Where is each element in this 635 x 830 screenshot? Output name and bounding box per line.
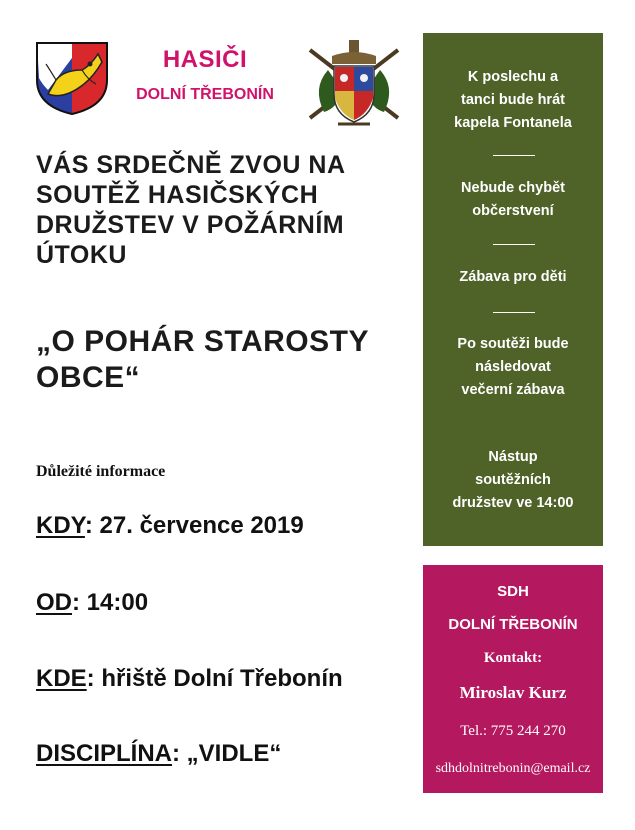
contact-label: Kontakt: [483,650,543,666]
divider [493,312,535,313]
competition-name [36,324,416,396]
program-block [423,177,603,223]
header-title: HASIČI [162,46,248,73]
program-line: Nástup [488,449,538,465]
program-line: Nebude chybět [461,180,565,196]
program-line: K poslechu a [467,69,559,85]
detail-discipline [36,740,281,768]
divider [493,244,535,245]
invite-line: ÚTOKU [36,241,127,269]
program-panel [423,33,603,546]
contact-name: Miroslav Kurz [459,683,567,702]
program-line: tanci bude hrát [461,92,565,108]
detail-where [36,665,343,693]
detail-key: DISCIPLÍNA [36,740,173,767]
detail-value: : 27. července 2019 [84,512,304,539]
invite-line: DRUŽSTEV V POŽÁRNÍM [36,211,345,239]
invitation-text [36,150,406,270]
detail-from [36,589,148,617]
firefighters-emblem-icon [302,38,406,128]
header-subtitle: DOLNÍ TŘEBONÍN [136,86,274,103]
info-heading: Důležité informace [36,463,166,480]
detail-when [36,512,304,540]
program-line: Zábava pro děti [459,269,567,285]
detail-key: KDE [36,665,87,692]
contact-email[interactable]: sdhdolnitrebonin@email.cz [435,761,591,776]
org-line: SDH [497,583,529,600]
detail-value: : „VIDLE“ [172,740,282,767]
cup-line: OBCE“ [36,361,141,394]
program-line: večerní zábava [461,382,565,398]
detail-key: OD [36,589,72,616]
program-block [423,333,603,402]
municipal-coat-of-arms-icon [34,40,110,116]
invite-line: SOUTĚŽ HASIČSKÝCH [36,181,319,209]
detail-value: : 14:00 [72,589,149,616]
detail-value: : hřiště Dolní Třebonín [86,665,343,692]
program-block [423,266,603,289]
program-line: občerstvení [472,203,554,219]
cup-line: „O POHÁR STAROSTY [36,325,369,358]
program-line: družstev ve 14:00 [452,495,574,511]
divider [493,155,535,156]
invite-line: VÁS SRDEČNĚ ZVOU NA [36,151,346,179]
program-block [423,66,603,135]
contact-panel [423,565,603,793]
program-line: kapela Fontanela [454,115,572,131]
program-block [423,446,603,515]
program-line: následovat [475,359,551,375]
org-line: DOLNÍ TŘEBONÍN [448,616,578,633]
contact-phone: Tel.: 775 244 270 [460,723,566,739]
program-line: Po soutěži bude [457,336,569,352]
program-line: soutěžních [475,472,551,488]
detail-key: KDY [36,512,85,539]
